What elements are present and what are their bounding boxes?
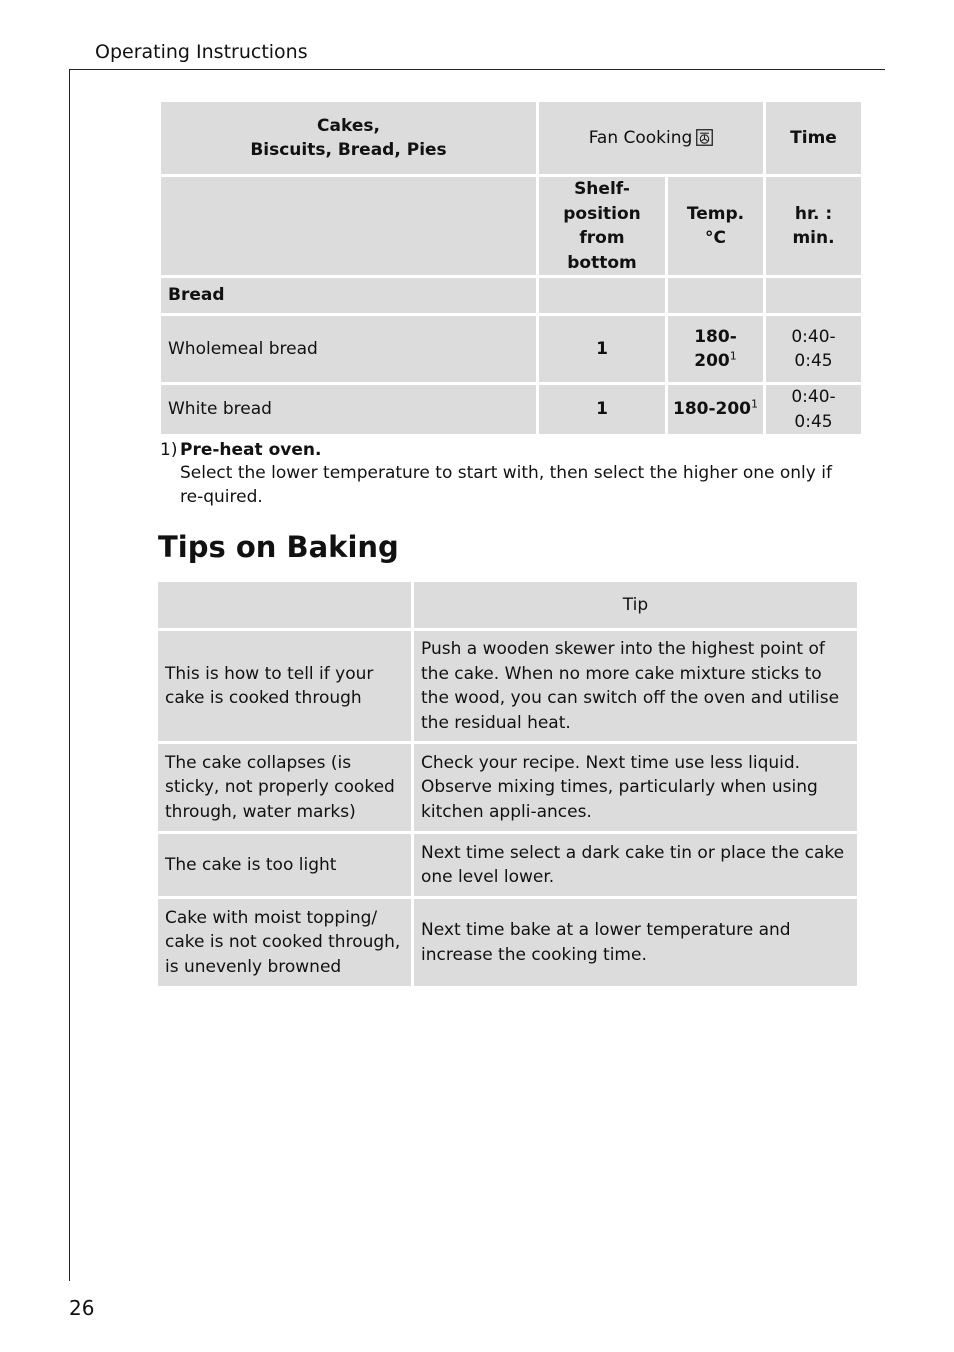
empty-cell: [766, 278, 861, 313]
empty-cell: [161, 177, 536, 275]
footnote-text: Select the lower temperature to start with, then select the higher one only if re-quired.: [180, 463, 832, 507]
time-unit-header: hr. : min.: [766, 177, 861, 275]
shelf-value: 1: [539, 385, 665, 434]
shelf-position-header: [539, 177, 665, 275]
fan-cooking-label: Fan Cooking: [588, 127, 693, 148]
table-row: [161, 316, 861, 382]
problem-cell: Cake with moist topping/ cake is not cooked through, is unevenly browned: [158, 899, 411, 986]
temperature-line: 200: [694, 351, 730, 371]
problem-cell: The cake collapses (is sticky, not properly cooked through, water marks): [158, 744, 411, 831]
temperature-value: [668, 316, 763, 382]
temperature-line: 180-: [694, 326, 737, 347]
shelf-value: 1: [539, 316, 665, 382]
temp-header-line: Temp.: [686, 203, 745, 224]
footnote-ref: 1: [729, 349, 737, 363]
time-value: 0:40-0:45: [766, 385, 861, 434]
table-row: [158, 834, 857, 896]
category-header: [161, 102, 536, 174]
table-row: [158, 899, 857, 986]
table-header-row: [161, 102, 861, 174]
shelf-header-line: position: [563, 203, 641, 224]
footnote-marker: 1): [160, 440, 178, 460]
running-header: Operating Instructions: [95, 41, 308, 63]
tip-cell: Next time select a dark cake tin or place the cake one level lower.: [414, 834, 857, 896]
table-row: [158, 744, 857, 831]
category-header-line: Cakes,: [317, 115, 380, 136]
section-title: Tips on Baking: [158, 530, 399, 564]
shelf-header-line: from bottom: [567, 228, 637, 273]
shelf-header-line: Shelf-: [574, 179, 630, 199]
empty-cell: [668, 278, 763, 313]
tip-header: Tip: [414, 582, 857, 628]
tips-table: [155, 579, 860, 989]
table-row: [161, 385, 861, 434]
footnote-ref: 1: [751, 397, 759, 411]
time-header: Time: [766, 102, 861, 174]
temp-header-line: °C: [705, 228, 726, 248]
temperature-value: [668, 385, 763, 434]
section-label: Bread: [161, 278, 536, 313]
table-row: [158, 631, 857, 741]
temperature-header: [668, 177, 763, 275]
empty-cell: [158, 582, 411, 628]
bread-name: Wholemeal bread: [161, 316, 536, 382]
fan-icon: [696, 129, 713, 146]
tip-cell: Push a wooden skewer into the highest point of the cake. When no more cake mixture sticks to the wood, you can switch off the oven and utilise the residual heat.: [414, 631, 857, 741]
header-rule: [69, 69, 885, 70]
tip-cell: Next time bake at a lower temperature and increase the cooking time.: [414, 899, 857, 986]
page-number: 26: [69, 1296, 95, 1320]
bread-name: White bread: [161, 385, 536, 434]
margin-rule: [69, 69, 70, 1281]
fan-cooking-header: [539, 102, 763, 174]
problem-cell: The cake is too light: [158, 834, 411, 896]
empty-cell: [539, 278, 665, 313]
footnote-title: Pre-heat oven.: [180, 440, 322, 460]
problem-cell: This is how to tell if your cake is cooked through: [158, 631, 411, 741]
temperature-text: 180-200: [672, 399, 752, 420]
tips-header-row: [158, 582, 857, 628]
table-subheader-row: [161, 177, 861, 275]
section-row: [161, 278, 861, 313]
tip-cell: Check your recipe. Next time use less liquid. Observe mixing times, particularly when using kitchen appli-ances.: [414, 744, 857, 831]
category-header-line: Biscuits, Bread, Pies: [250, 140, 447, 160]
bread-baking-table: [158, 99, 864, 437]
time-value: 0:40-0:45: [766, 316, 861, 382]
